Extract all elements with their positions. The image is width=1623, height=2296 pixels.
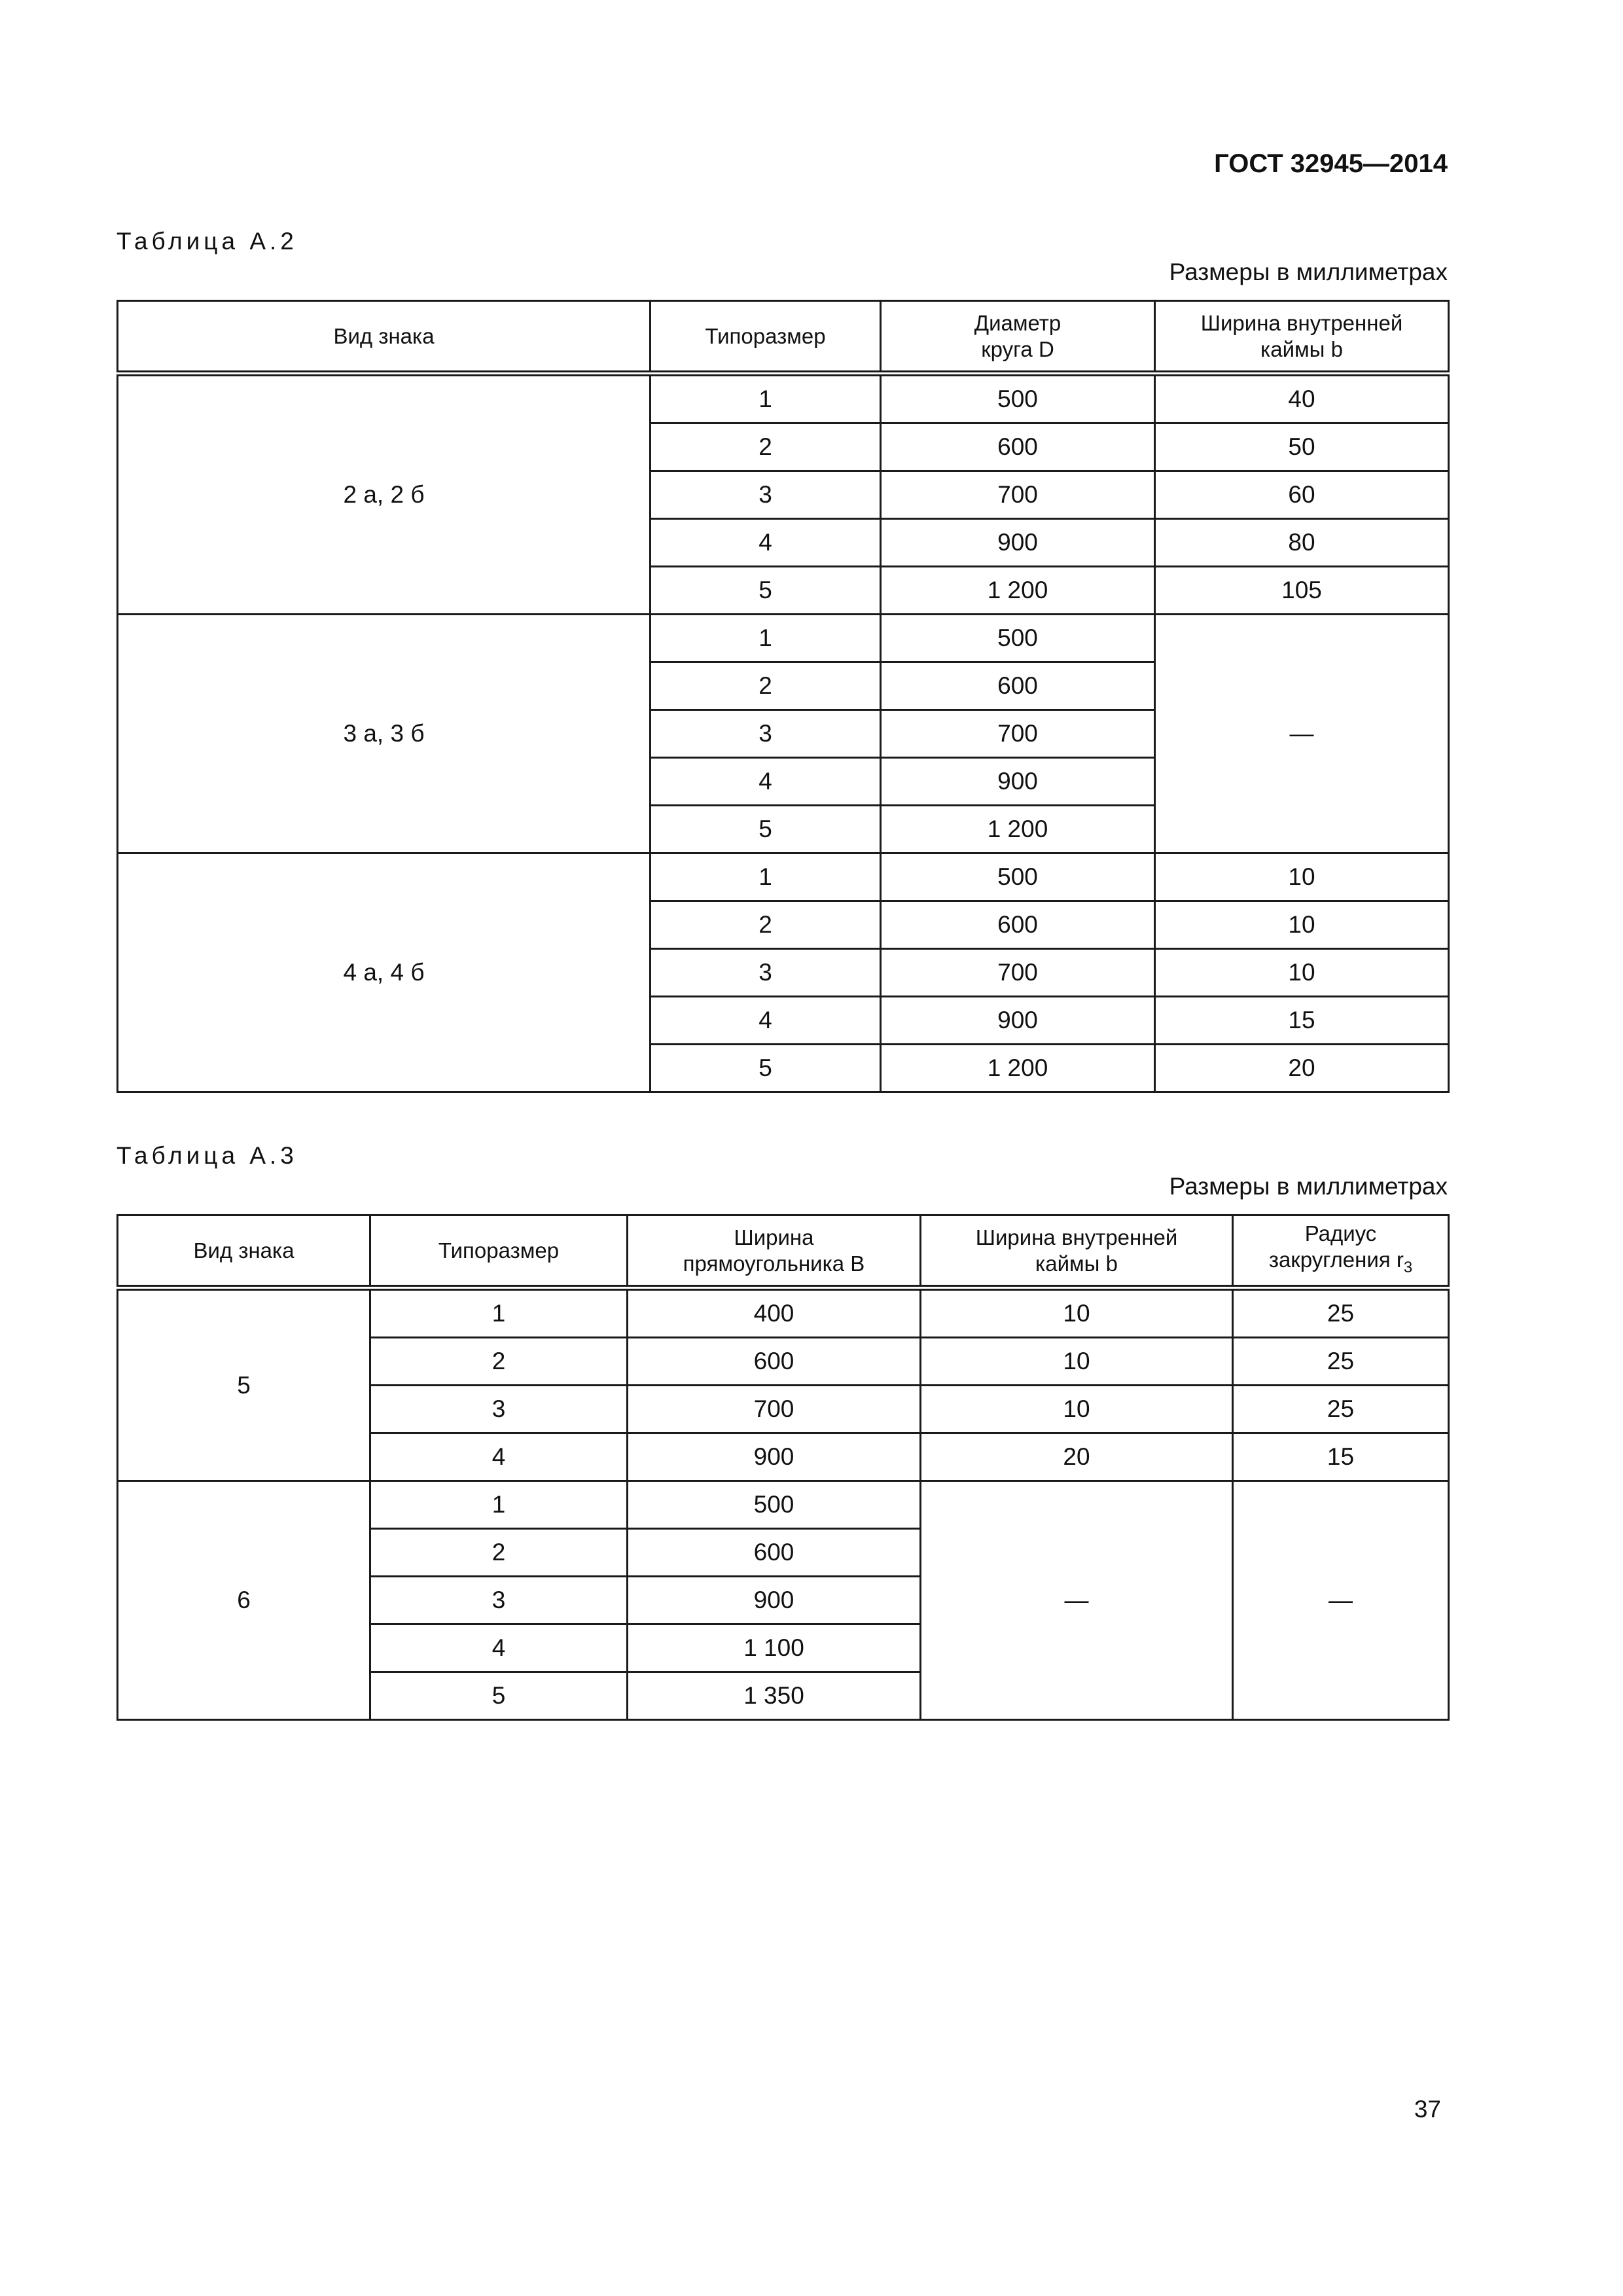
- size-cell: 5: [370, 1672, 628, 1720]
- header-rect-width: Ширина прямоугольника B: [628, 1215, 921, 1288]
- radius-cell: 15: [1233, 1433, 1449, 1481]
- header-sign-type: Вид знака: [118, 301, 651, 374]
- size-cell: 4: [370, 1624, 628, 1672]
- diameter-cell: 1 200: [881, 806, 1155, 853]
- size-cell: 4: [651, 997, 881, 1045]
- header-size: Типоразмер: [370, 1215, 628, 1288]
- border-cell: 40: [1155, 374, 1449, 423]
- table-a3-caption: Таблица А.3: [116, 1142, 298, 1169]
- size-cell: 2: [651, 901, 881, 949]
- size-cell: 3: [651, 471, 881, 519]
- table-row: [118, 374, 1449, 423]
- table-row: [118, 1288, 1449, 1338]
- border-cell: 10: [1155, 853, 1449, 901]
- radius-cell: 25: [1233, 1338, 1449, 1386]
- table-a2-caption: Таблица А.2: [116, 228, 298, 255]
- header-corner-radius: Радиус закругления $r_3$: [1233, 1215, 1449, 1288]
- border-dash-cell: —: [1155, 615, 1449, 853]
- border-cell: 105: [1155, 567, 1449, 615]
- size-cell: 5: [651, 1045, 881, 1092]
- diameter-cell: 600: [881, 901, 1155, 949]
- width-cell: 600: [628, 1529, 921, 1577]
- width-cell: 400: [628, 1288, 921, 1338]
- size-cell: 5: [651, 806, 881, 853]
- size-cell: 2: [370, 1338, 628, 1386]
- header-border-width: Ширина внутренней каймы b: [921, 1215, 1233, 1288]
- border-cell: 10: [1155, 901, 1449, 949]
- diameter-cell: 600: [881, 423, 1155, 471]
- width-cell: 1 350: [628, 1672, 921, 1720]
- size-cell: 3: [370, 1386, 628, 1433]
- border-cell: 80: [1155, 519, 1449, 567]
- table-a3: [116, 1214, 1450, 1721]
- border-cell: 20: [1155, 1045, 1449, 1092]
- width-cell: 700: [628, 1386, 921, 1433]
- diameter-cell: 700: [881, 471, 1155, 519]
- header-sign-type: Вид знака: [118, 1215, 370, 1288]
- sign-cell: 6: [118, 1481, 370, 1720]
- sign-cell: 3 а, 3 б: [118, 615, 651, 853]
- size-cell: 3: [651, 949, 881, 997]
- size-cell: 1: [651, 853, 881, 901]
- diameter-cell: 500: [881, 374, 1155, 423]
- size-cell: 1: [651, 374, 881, 423]
- diameter-cell: 1 200: [881, 1045, 1155, 1092]
- border-dash-cell: —: [921, 1481, 1233, 1720]
- radius-dash-cell: —: [1233, 1481, 1449, 1720]
- width-cell: 600: [628, 1338, 921, 1386]
- table-a2: [116, 300, 1450, 1093]
- size-cell: 1: [651, 615, 881, 662]
- diameter-cell: 700: [881, 949, 1155, 997]
- table-a3-units: Размеры в миллиметрах: [1169, 1173, 1448, 1200]
- size-cell: 1: [370, 1288, 628, 1338]
- header-size: Типоразмер: [651, 301, 881, 374]
- size-cell: 4: [370, 1433, 628, 1481]
- table-row: [118, 1481, 1449, 1529]
- radius-subscript: 3: [1403, 1258, 1413, 1276]
- size-cell: 1: [370, 1481, 628, 1529]
- border-cell: 60: [1155, 471, 1449, 519]
- sign-cell: 2 а, 2 б: [118, 374, 651, 615]
- width-cell: 900: [628, 1433, 921, 1481]
- border-cell: 10: [921, 1288, 1233, 1338]
- table-row: [118, 853, 1449, 901]
- size-cell: 5: [651, 567, 881, 615]
- diameter-cell: 900: [881, 758, 1155, 806]
- size-cell: 2: [370, 1529, 628, 1577]
- size-cell: 3: [370, 1577, 628, 1624]
- table-row: [118, 615, 1449, 662]
- diameter-cell: 1 200: [881, 567, 1155, 615]
- radius-cell: 25: [1233, 1288, 1449, 1338]
- size-cell: 2: [651, 662, 881, 710]
- width-cell: 500: [628, 1481, 921, 1529]
- diameter-cell: 900: [881, 519, 1155, 567]
- diameter-cell: 500: [881, 615, 1155, 662]
- page-number: 37: [1414, 2096, 1441, 2123]
- table-a2-units: Размеры в миллиметрах: [1169, 259, 1448, 285]
- standard-designation: ГОСТ 32945—2014: [1214, 149, 1448, 178]
- diameter-cell: 600: [881, 662, 1155, 710]
- table-a2-header: [118, 301, 1449, 374]
- width-cell: 1 100: [628, 1624, 921, 1672]
- width-cell: 900: [628, 1577, 921, 1624]
- border-cell: 15: [1155, 997, 1449, 1045]
- sign-cell: 4 а, 4 б: [118, 853, 651, 1092]
- border-cell: 20: [921, 1433, 1233, 1481]
- border-cell: 10: [921, 1386, 1233, 1433]
- size-cell: 3: [651, 710, 881, 758]
- sign-cell: 5: [118, 1288, 370, 1481]
- table-a3-header: [118, 1215, 1449, 1288]
- size-cell: 4: [651, 758, 881, 806]
- header-border-width: Ширина внутренней каймы b: [1155, 301, 1449, 374]
- header-diameter: Диаметр круга D: [881, 301, 1155, 374]
- size-cell: 4: [651, 519, 881, 567]
- diameter-cell: 900: [881, 997, 1155, 1045]
- radius-cell: 25: [1233, 1386, 1449, 1433]
- diameter-cell: 500: [881, 853, 1155, 901]
- border-cell: 10: [921, 1338, 1233, 1386]
- border-cell: 10: [1155, 949, 1449, 997]
- border-cell: 50: [1155, 423, 1449, 471]
- diameter-cell: 700: [881, 710, 1155, 758]
- size-cell: 2: [651, 423, 881, 471]
